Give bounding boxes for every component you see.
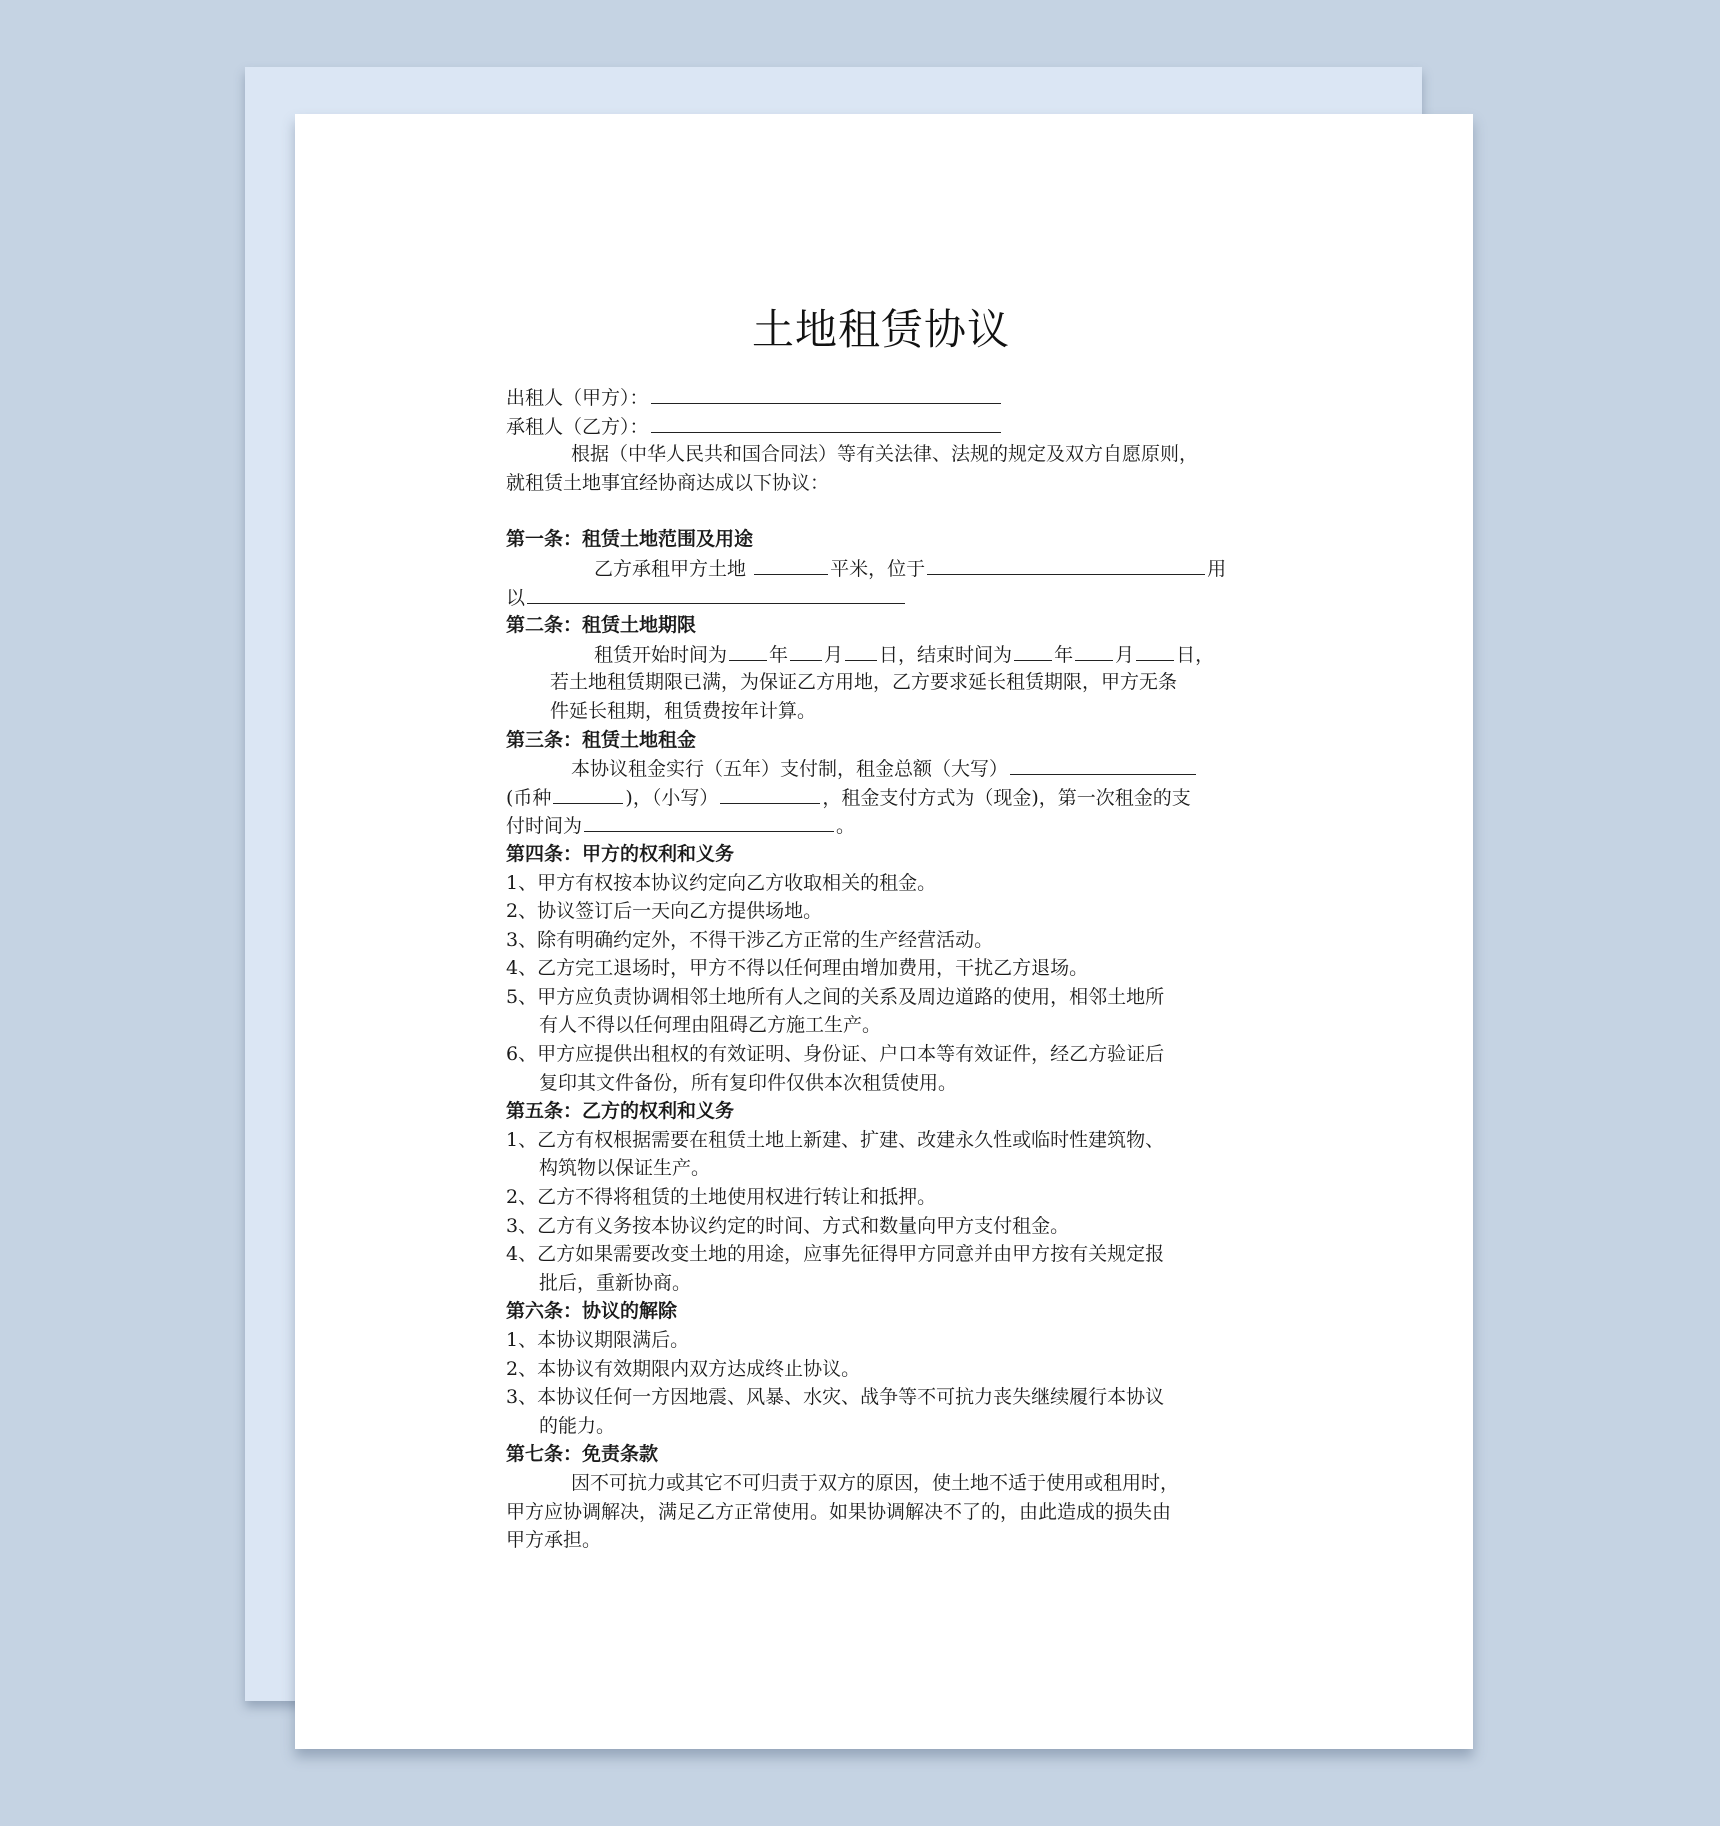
article-4-item: 1、甲方有权按本协议约定向乙方收取相关的租金。 bbox=[506, 871, 937, 894]
purpose-blank bbox=[527, 583, 905, 604]
article-5-item: 1、乙方有权根据需要在租赁土地上新建、扩建、改建永久性或临时性建筑物、 bbox=[506, 1128, 1165, 1151]
start-time-label: 租赁开始时间为 bbox=[594, 643, 728, 666]
article-6-item: 1、本协议期限满后。 bbox=[506, 1329, 690, 1351]
article-3-heading: 第三条：租赁土地租金 bbox=[506, 728, 697, 751]
article-7-line: 因不可抗力或其它不可归责于双方的原因，使土地不适于使用或租用时， bbox=[571, 1471, 1180, 1494]
start-day-blank bbox=[845, 640, 877, 661]
month-label: 月 bbox=[824, 643, 844, 666]
document-title: 土地租赁协议 bbox=[751, 305, 1010, 354]
location-blank bbox=[927, 554, 1205, 575]
article-4-item: 6、甲方应提供出租权的有效证明、身份证、户口本等有效证件，经乙方验证后 bbox=[506, 1043, 1165, 1066]
article-5-item: 3、乙方有义务按本协议约定的时间、方式和数量向甲方支付租金。 bbox=[506, 1214, 1070, 1237]
article-6-heading: 第六条：协议的解除 bbox=[506, 1300, 678, 1323]
article-1-heading: 第一条：租赁土地范围及用途 bbox=[506, 528, 754, 551]
party-b-label: 承租人（乙方）： bbox=[506, 415, 649, 438]
period-mark: 。 bbox=[836, 815, 856, 838]
article-6-item-cont: 的能力。 bbox=[539, 1414, 616, 1437]
article-4-item: 5、甲方应负责协调相邻土地所有人之间的关系及周边道路的使用，相邻土地所 bbox=[506, 985, 1165, 1008]
spacer bbox=[506, 497, 1296, 525]
art1-text-4: 以 bbox=[506, 586, 526, 609]
article-4-item: 3、除有明确约定外，不得干涉乙方正常的生产经营活动。 bbox=[506, 928, 994, 951]
party-a-line bbox=[506, 383, 1296, 412]
first-payment-blank bbox=[584, 811, 834, 832]
article-4-item: 4、乙方完工退场时，甲方不得以任何理由增加费用，干扰乙方退场。 bbox=[506, 957, 1089, 980]
intro-line-1: 根据（中华人民共和国合同法）等有关法律、法规的规定及双方自愿原则， bbox=[571, 443, 1199, 466]
article-4-heading: 第四条：甲方的权利和义务 bbox=[506, 842, 735, 865]
amount-words-blank bbox=[1010, 754, 1196, 775]
article-1-line-1 bbox=[506, 554, 1296, 583]
article-6-item: 3、本协议任何一方因地震、风暴、水灾、战争等不可抗力丧失继续履行本协议 bbox=[506, 1386, 1165, 1409]
month-label: 月 bbox=[1115, 643, 1135, 666]
article-4-item: 2、协议签订后一天向乙方提供场地。 bbox=[506, 900, 823, 923]
year-label: 年 bbox=[1054, 643, 1074, 666]
article-2-line-2: 若土地租赁期限已满，为保证乙方用地，乙方要求延长租赁期限，甲方无条 bbox=[550, 671, 1178, 694]
article-5-item: 4、乙方如果需要改变土地的用途，应事先征得甲方同意并由甲方按有关规定报 bbox=[506, 1243, 1165, 1266]
article-4-item-cont: 复印其文件备份，所有复印件仅供本次租赁使用。 bbox=[539, 1071, 958, 1094]
art3-text-4: ，租金支付方式为（现金)，第一次租金的支 bbox=[822, 786, 1191, 809]
amount-figures-blank bbox=[720, 783, 820, 804]
document-body bbox=[506, 383, 1296, 1555]
article-2-line-3: 件延长租期，租赁费按年计算。 bbox=[550, 699, 817, 722]
article-5-item: 2、乙方不得将租赁的土地使用权进行转让和抵押。 bbox=[506, 1186, 937, 1209]
art1-text-3: 用 bbox=[1207, 557, 1227, 580]
end-day-blank bbox=[1136, 640, 1174, 661]
article-7-line: 甲方承担。 bbox=[506, 1529, 602, 1552]
currency-label: (币种 bbox=[506, 786, 552, 809]
document-page bbox=[295, 114, 1473, 1749]
intro-line-2: 就租赁土地事宜经协商达成以下协议： bbox=[506, 471, 830, 494]
currency-blank bbox=[553, 783, 623, 804]
party-b-line bbox=[506, 412, 1296, 441]
article-5-item-cont: 构筑物以保证生产。 bbox=[539, 1157, 711, 1180]
day-label: 日， bbox=[1176, 643, 1215, 666]
end-month-blank bbox=[1075, 640, 1113, 661]
article-7-heading: 第七条：免责条款 bbox=[506, 1443, 659, 1466]
article-2-heading: 第二条：租赁土地期限 bbox=[506, 614, 697, 637]
end-year-blank bbox=[1014, 640, 1052, 661]
article-4-item-cont: 有人不得以任何理由阻碍乙方施工生产。 bbox=[539, 1014, 882, 1037]
year-label: 年 bbox=[769, 643, 789, 666]
article-1-line-2 bbox=[506, 583, 1296, 612]
area-blank bbox=[754, 554, 828, 575]
article-6-item: 2、本协议有效期限内双方达成终止协议。 bbox=[506, 1357, 861, 1380]
party-a-blank bbox=[651, 383, 1001, 404]
art1-text-2: 平米，位于 bbox=[830, 557, 926, 580]
end-time-label: 日，结束时间为 bbox=[879, 643, 1013, 666]
party-b-blank bbox=[651, 412, 1001, 433]
amount-figures-label: )，（小写） bbox=[625, 786, 719, 809]
first-payment-label: 付时间为 bbox=[506, 815, 583, 838]
party-a-label: 出租人（甲方）： bbox=[506, 387, 649, 409]
art1-text-1: 乙方承租甲方土地 bbox=[594, 557, 747, 580]
article-5-heading: 第五条：乙方的权利和义务 bbox=[506, 1100, 735, 1123]
article-3-line-3 bbox=[506, 811, 1296, 840]
article-3-line-1 bbox=[506, 754, 1296, 783]
article-2-line-1 bbox=[506, 640, 1296, 669]
start-month-blank bbox=[790, 640, 822, 661]
article-5-item-cont: 批后，重新协商。 bbox=[539, 1271, 692, 1294]
art3-text-1: 本协议租金实行（五年）支付制，租金总额（大写） bbox=[571, 758, 1009, 781]
article-3-line-2 bbox=[506, 783, 1296, 812]
start-year-blank bbox=[729, 640, 767, 661]
article-7-line: 甲方应协调解决，满足乙方正常使用。如果协调解决不了的，由此造成的损失由 bbox=[506, 1500, 1172, 1523]
